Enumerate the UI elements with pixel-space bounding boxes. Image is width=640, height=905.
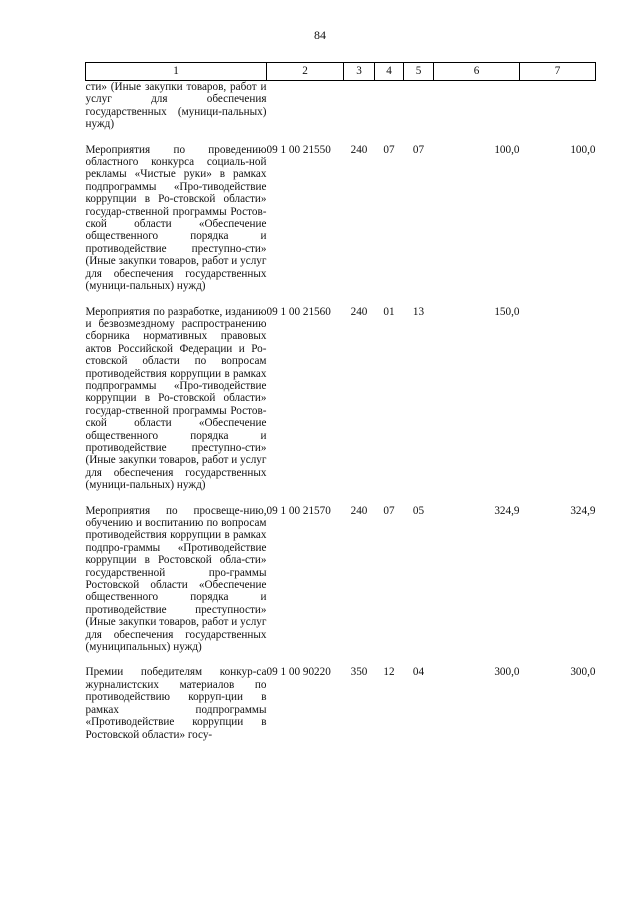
row-col-7 (520, 304, 596, 503)
row-col-3 (344, 81, 375, 142)
row-description: Мероприятия по просвеще-нию, обучению и воспитанию по вопросам противодействия коррупции в рамках подпро-граммы «Противодействие коррупции в Ростовской обла-сти» государственной про-граммы Ростовской области «Обеспечение общественного порядка и противодействие преступности» (Иные закупки товаров, работ и услуг для обеспечения государственных (муниципальных) нужд) (85, 504, 267, 654)
column-header-1: 1 (86, 63, 267, 81)
table-header-row (86, 63, 596, 81)
row-col-7: 324,9 (570, 504, 596, 517)
table-row (86, 142, 596, 304)
budget-table (85, 62, 596, 752)
row-col-6 (434, 81, 520, 142)
row-description: Мероприятия по разработке, изданию и безвозмездному распространению сборника нормативных правовых актов Российской Федерации и Ро-стовской области по вопросам противодействия коррупции в рамках подпрограммы «Про-тиводействие коррупции в Ро-стовской области» государ-ственной программы Ростов-ской области «Обеспечение общественного порядка и противодействие преступно-сти» (Иные закупки товаров, работ и услуг для обеспечения государственных (муници-пальных) нужд) (85, 305, 267, 492)
row-col-4: 07 (383, 143, 395, 156)
table-row (86, 81, 596, 142)
table-row (86, 664, 596, 751)
row-col-4: 12 (383, 666, 395, 679)
row-code (267, 81, 344, 142)
column-header-7: 7 (520, 63, 596, 81)
column-header-4: 4 (375, 63, 404, 81)
row-col-6: 324,9 (494, 504, 520, 517)
page-number: 84 (314, 28, 326, 42)
row-col-6: 100,0 (494, 143, 520, 156)
row-col-5: 07 (412, 143, 425, 156)
row-code: 09 1 00 21550 (266, 143, 331, 156)
table-row (86, 503, 596, 665)
row-col-5 (404, 81, 434, 142)
column-header-3: 3 (344, 63, 375, 81)
row-col-6: 150,0 (494, 305, 520, 318)
row-col-4: 01 (383, 305, 395, 318)
table-row (86, 304, 596, 503)
row-col-3: 240 (350, 143, 368, 156)
row-col-7 (520, 81, 596, 142)
row-code: 09 1 00 21570 (266, 504, 331, 517)
row-col-5: 04 (412, 666, 425, 679)
row-code: 09 1 00 21560 (266, 305, 331, 318)
row-col-7: 100,0 (570, 143, 596, 156)
row-col-5: 13 (412, 305, 425, 318)
row-description: Мероприятия по проведению областного конкурса социаль-ной рекламы «Чистые руки» в рамках подпрограммы «Про-тиводействие коррупции в Ро-стовской области» государ-ственной программы Ростов-ской области «Обеспечение общественного порядка и противодействие преступно-сти» (Иные закупки товаров, работ и услуг для обеспечения государственных (муници-пальных) нужд) (85, 143, 267, 293)
row-description: сти» (Иные закупки товаров, работ и услуг для обеспечения государственных (муници-пальных) нужд) (85, 81, 267, 131)
row-description: Премии победителям конкур-са журналистских материалов по противодействию корруп-ции в рамках подпрограммы «Противодействие коррупции в Ростовской области» госу- (85, 666, 267, 741)
row-col-5: 05 (412, 504, 425, 517)
column-header-6: 6 (434, 63, 520, 81)
row-col-3: 240 (350, 504, 368, 517)
row-col-6: 300,0 (494, 666, 520, 679)
column-header-5: 5 (404, 63, 434, 81)
row-col-7: 300,0 (570, 666, 596, 679)
row-col-4: 07 (383, 504, 395, 517)
column-header-2: 2 (267, 63, 344, 81)
row-col-3: 350 (350, 666, 368, 679)
row-col-3: 240 (350, 305, 368, 318)
row-code: 09 1 00 90220 (266, 666, 331, 679)
row-col-4 (375, 81, 404, 142)
